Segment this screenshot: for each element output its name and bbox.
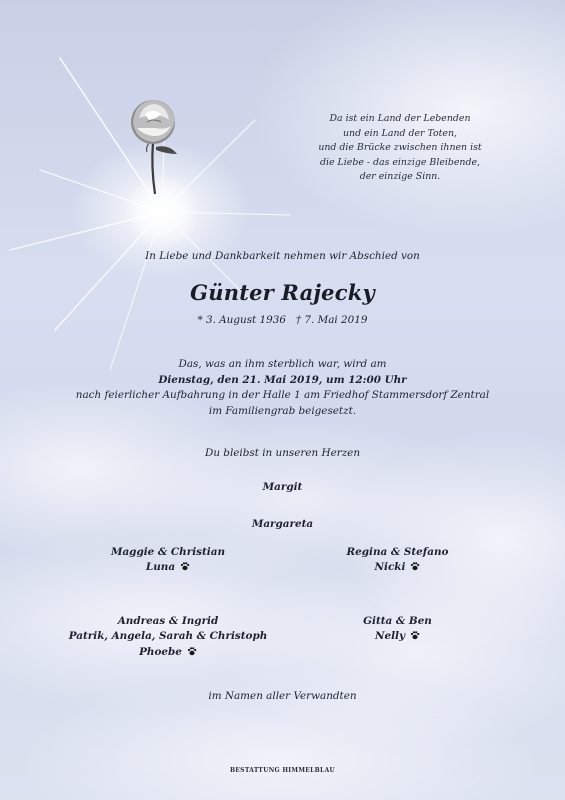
poem-line: und ein Land der Toten, <box>343 127 457 139</box>
rose-icon <box>125 92 185 197</box>
poem-line: die Liebe - das einzige Bleibende, <box>320 156 480 168</box>
remembrance-text: Du bleibst in unseren Herzen <box>204 447 361 459</box>
poem-line: Da ist ein Land der Lebenden <box>329 113 471 124</box>
poem-line: und die Brücke zwischen ihnen ist <box>318 142 482 154</box>
deceased-name: Günter Rajecky <box>190 280 375 305</box>
family-margareta: Margareta <box>251 518 314 530</box>
funeral-date: Dienstag, den 21. Mai 2019, um 12:00 Uhr <box>158 373 407 386</box>
family-group-andreas: Andreas & Ingrid Patrik, Angela, Sarah & Christoph Phoebe <box>68 615 268 658</box>
paw-icon <box>410 630 420 640</box>
funeral-home-name: BESTATTUNG HIMMELBLAU <box>229 767 336 774</box>
paw-icon <box>180 561 190 571</box>
paw-icon <box>187 646 197 656</box>
funeral-info <box>0 357 565 419</box>
family-margit: Margit <box>262 481 303 493</box>
family-group-regina: Regina & Stefano Nicki <box>346 546 449 574</box>
poem-line: der einzige Sinn. <box>359 171 441 183</box>
funeral-info-line: nach feierlicher Aufbahrung in der Halle 1 am Friedhof Stammersdorf Zentral <box>75 389 490 402</box>
intro-text: In Liebe und Dankbarkeit nehmen wir Abschied von <box>145 250 420 262</box>
paw-icon <box>410 561 420 571</box>
funeral-info-line: im Familiengrab beigesetzt. <box>208 404 357 417</box>
family-group-gitta: Gitta & Ben Nelly <box>363 615 432 643</box>
life-dates: * 3. August 1936 † 7. Mai 2019 <box>197 314 368 326</box>
on-behalf-text: im Namen aller Verwandten <box>208 690 357 702</box>
funeral-info-line: Das, was an ihm sterblich war, wird am <box>178 358 387 370</box>
family-group-maggie: Maggie & Christian Luna <box>110 546 226 574</box>
